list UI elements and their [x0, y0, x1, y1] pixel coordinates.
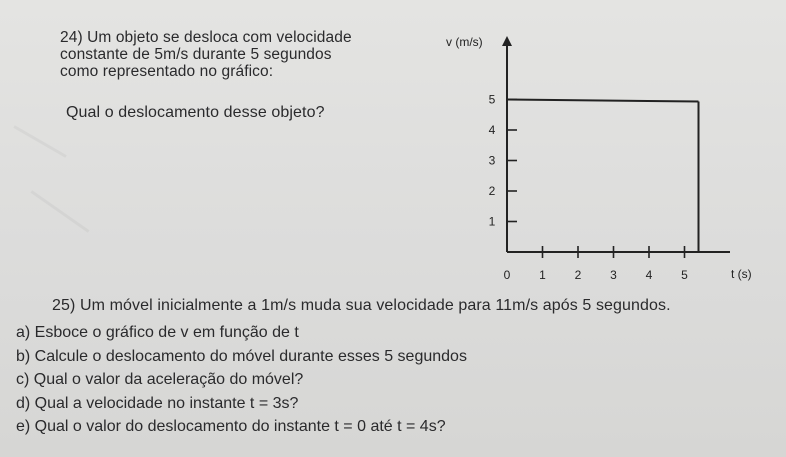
x-tick-label: 5 — [681, 268, 688, 282]
question-24-ask: Qual o deslocamento desse objeto? — [66, 104, 325, 121]
question-25-item-d: d) Qual a velocidade no instante t = 3s? — [16, 394, 299, 412]
paper-smudge — [30, 190, 89, 233]
paper-smudge — [13, 125, 66, 158]
x-tick-label: 3 — [610, 268, 617, 282]
question-25-item-c: c) Qual o valor da aceleração do móvel? — [16, 371, 304, 388]
y-tick-label: 5 — [488, 92, 496, 107]
x-tick-label: 2 — [574, 268, 582, 282]
question-25-statement: 25) Um móvel inicialmente a 1m/s muda sua velocidade para 11m/s após 5 segundos. — [52, 297, 671, 314]
x-axis-label: t (s) — [731, 267, 752, 281]
question-24-line: 24) Um objeto se desloca com velocidade — [60, 29, 352, 46]
question-24-line: como representado no gráfico: — [60, 63, 274, 80]
question-24-line: constante de 5m/s durante 5 segundos — [60, 46, 332, 63]
velocity-time-graph — [440, 28, 770, 290]
x-tick-label: 1 — [539, 268, 546, 282]
y-axis-label: v (m/s) — [446, 35, 483, 49]
y-tick-label: 3 — [488, 153, 496, 168]
series-line — [507, 100, 699, 102]
y-tick-label: 2 — [488, 184, 496, 198]
x-tick-label: 0 — [503, 268, 511, 282]
y-tick-label: 4 — [488, 123, 496, 137]
question-25-items — [16, 321, 467, 439]
question-25-item-a: a) Esboce o gráfico de v em função de t — [16, 324, 299, 341]
x-tick-label: 4 — [645, 268, 653, 282]
y-axis-arrow — [502, 36, 512, 46]
question-25-item-e: e) Qual o valor do deslocamento do instante t = 0 até t = 4s? — [16, 418, 446, 435]
question-24-statement — [60, 29, 352, 80]
question-25-item-b: b) Calcule o deslocamento do móvel durante esses 5 segundos — [16, 347, 467, 365]
y-tick-label: 1 — [488, 214, 496, 229]
